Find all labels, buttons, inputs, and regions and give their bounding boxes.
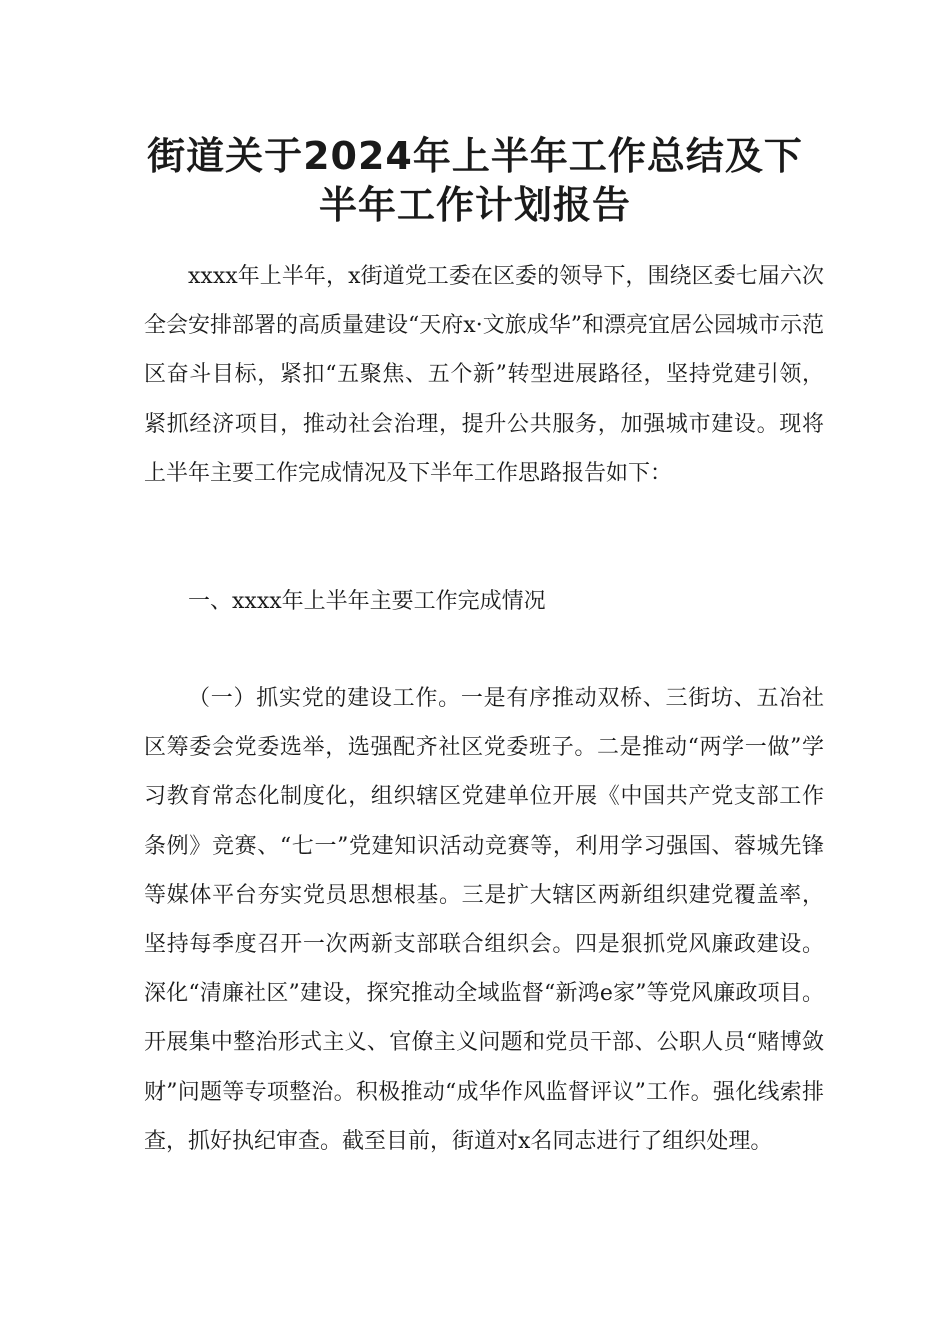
party-building-paragraph: （一）抓实党的建设工作。一是有序推动双桥、三街坊、五冶社区筹委会党委选举，选强配齐社区党委班子。二是推动“两学一做”学习教育常态化制度化，组织辖区党建单位开展《中国共产党支部工作条例》竞赛、“七一”党建知识活动竞赛等，利用学习强国、蓉城先锋等媒体平台夯实党员思想根基。三是扩大辖区两新组织建党覆盖率，坚持每季度召开一次两新支部联合组织会。四是狠抓党风廉政建设。深化“清廉社区”建设，探究推动全域监督“新鸿e家”等党风廉政项目。开展集中整治形式主义、官僚主义问题和党员干部、公职人员“赌博敛财”问题等专项整治。积极推动“成华作风监督评议”工作。强化线索排查，抓好执纪审查。截至目前，街道对x名同志进行了组织处理。 (144, 686, 824, 1154)
section-heading: 一、xxxx年上半年主要工作完成情况 (188, 589, 546, 614)
document-title-line-2: 半年工作计划报告 (318, 183, 631, 227)
intro-paragraph: xxxx年上半年，x街道党工委在区委的领导下，围绕区委七届六次全会安排部署的高质量建设“天府x·文旅成华”和漂亮宜居公园城市示范区奋斗目标，紧扣“五聚焦、五个新”转型进展路径，坚持党建引领，紧抓经济项目，推动社会治理，提升公共服务，加强城市建设。现将上半年主要工作完成情况及下半年工作思路报告如下： (144, 264, 824, 486)
document-title-line-1: 街道关于2024年上半年工作总结及下 (147, 134, 803, 178)
